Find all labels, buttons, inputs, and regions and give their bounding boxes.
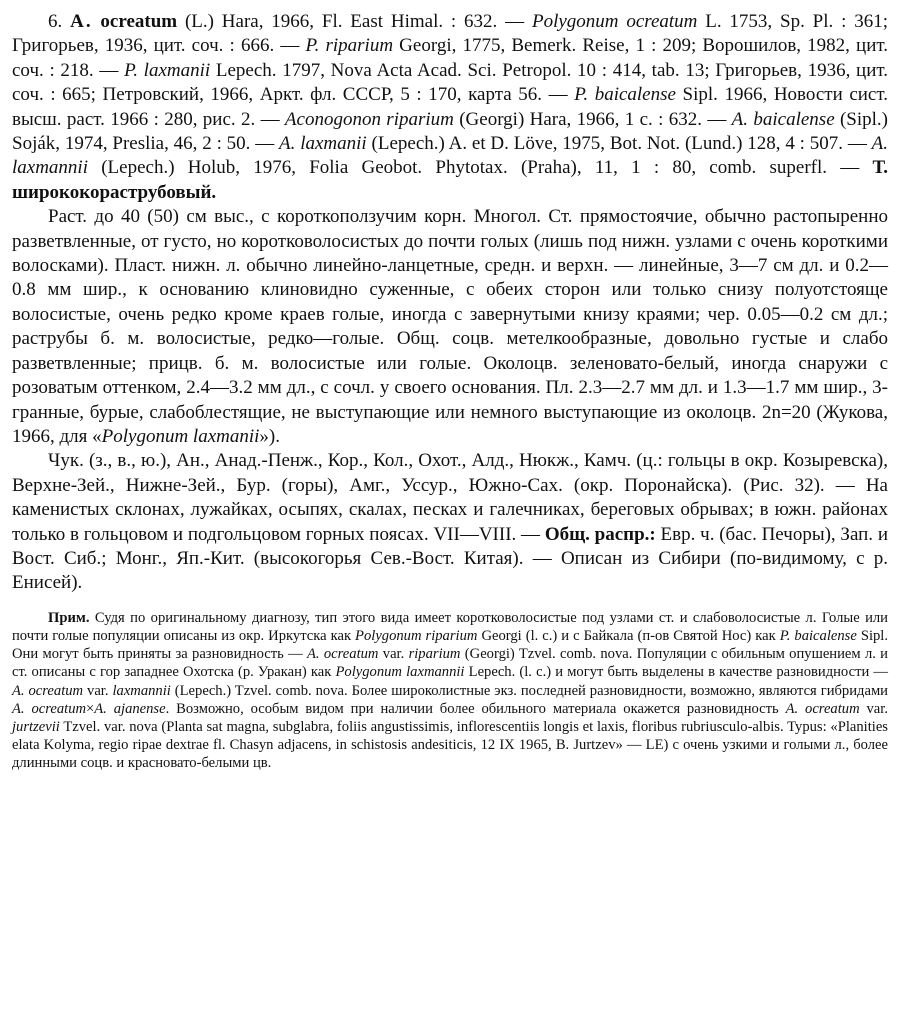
synonym-name: Polygonum laxmannii	[335, 664, 465, 681]
synonymy-paragraph	[12, 10, 888, 205]
common-name-prefix: Т.	[872, 157, 888, 179]
synonym-name: P. baicalense	[779, 627, 857, 644]
synonymy-text: (Sipl.) Soják, 1974, Preslia, 46, 2 : 50. —	[12, 108, 888, 155]
taxon-name: A. ocreatum	[12, 682, 84, 699]
variety-name: jurtzevii	[12, 718, 60, 735]
genus-abbreviation: A.	[70, 11, 93, 32]
common-name: ширококораструбовый.	[12, 181, 217, 203]
note-text: . Возможно, особым видом при наличии более обильного материала окажется разновидность	[165, 700, 786, 717]
synonymy-text: Lepech. 1797, Nova Acta Acad. Sci. Petropol. 10 : 414, tab. 13; Григорьев, 1936, цит. соч. : 665; Петровский, 1966, Аркт. фл. СССР, 5 : 170, карта 56. —	[12, 59, 888, 106]
synonym-name: A. baicalense	[731, 108, 835, 130]
general-distribution-label: Общ. распр.:	[544, 523, 656, 545]
variety-name: riparium	[408, 646, 461, 663]
distribution-paragraph	[12, 449, 888, 595]
species-entry	[12, 10, 888, 596]
note-text: Sipl. Они могут быть приняты за разновидность —	[12, 627, 888, 663]
note-text: Lepech. (l. c.) и могут быть выделены в качестве разновидности —	[464, 664, 888, 681]
note-text: var.	[83, 682, 113, 699]
note-text: Georgi (l. c.) и с Байкала (п-ов Святой Нос) как	[477, 627, 780, 644]
synonym-name: A. laxmanii	[279, 133, 367, 155]
note-text: (Georgi) Tzvel. comb. nova. Популяции с обильным опушением л. и ст. описаны с гор западнее Охотска (р. Уракан) как	[12, 646, 888, 681]
taxon-name: A. ajanense	[94, 700, 166, 717]
species-epithet: ocreatum	[100, 11, 178, 32]
note-paragraph	[12, 609, 888, 773]
synonym-name: Aconogonon riparium	[284, 108, 454, 130]
taxon-name: A. ocreatum	[785, 700, 860, 717]
note-block	[12, 609, 888, 773]
taxon-name: A. ocreatum	[307, 646, 379, 663]
synonymy-text: (L.) Hara, 1966, Fl. East Himal. : 632. —	[177, 11, 532, 32]
note-text: var.	[859, 700, 888, 717]
description-text: Раст. до 40 (50) см выс., с короткоползучим корн. Многол. Ст. прямостоячие, обычно растопыренно разветвленные, от густо, но коротковолосистых до почти голых (лишь под нижн. узлами с очень короткими волосками). Пласт. нижн. л. обычно линейно-ланцетные, средн. и верхн. — линейные, 3—7 см дл. и 0.2—0.8 мм шир., к основанию клиновидно суженные, с обеих сторон или только снизу полуотстояще волосистые, очень редко кроме краев голые, иногда с завернутыми книзу краями; чер. 0.05—0.2 см дл.; раструбы б. м. волосистые, редко—голые. Общ. соцв. метелкообразные, довольно густые и слабо разветвленные; прицв. б. м. волосистые или голые. Околоцв. зеленовато-белый, иногда снаружи с розоватым оттенком, 2.4—3.2 мм дл., с сочл. у своего основания. Пл. 2.3—2.7 мм дл. и 1.3—1.7 мм шир., 3-гранные, бурые, слабоблестящие, не выступающие или немного выступающие из околоцв. 2n=20 (Жукова, 1966, для «	[12, 206, 888, 447]
synonym-name: Polygonum riparium	[355, 627, 478, 644]
synonymy-text: Sipl. 1966, Новости сист. высш. раст. 1966 : 280, рис. 2. —	[12, 84, 888, 130]
synonym-name: Polygonum laxmanii	[101, 425, 260, 447]
taxon-name: A. ocreatum	[12, 700, 87, 717]
entry-number: 6.	[48, 11, 63, 32]
synonym-name: P. laxmanii	[124, 59, 211, 81]
synonymy-text: (Lepech.) A. et D. Löve, 1975, Bot. Not. (Lund.) 128, 4 : 507. —	[366, 133, 872, 155]
note-label: Прим.	[48, 609, 90, 626]
synonym-name: Polygonum ocreatum	[531, 11, 698, 32]
description-text: »).	[259, 425, 280, 447]
description-paragraph	[12, 205, 888, 449]
note-text: var.	[378, 646, 409, 663]
synonymy-text: (Lepech.) Holub, 1976, Folia Geobot. Phytotax. (Praha), 11, 1 : 80, comb. superfl. —	[88, 157, 873, 179]
synonymy-text: (Georgi) Hara, 1966, 1 c. : 632. —	[453, 108, 732, 130]
note-text: (Lepech.) Tzvel. comb. nova. Более широколистные экз. последней разновидности, возможно, являются гибридами	[170, 682, 888, 699]
distribution-text: Чук. (з., в., ю.), Ан., Анад.-Пенж., Кор., Кол., Охот., Алд., Нюкж., Камч. (ц.: гольцы в окр. Козыревска), Верхне-Зей., Нижне-Зей., Бур. (горы), Амг., Уссур., Южно-Сах. (окр. Поронайска). (Рис. 32). — На каменистых склонах, лужайках, осыпях, скалах, песках и галечниках, береговых обрывах; в южн. районах только в гольцовом и подгольцовом горных поясах. VII—VIII. —	[12, 450, 888, 545]
synonym-name: A. laxmannii	[12, 133, 888, 179]
synonymy-text: Georgi, 1775, Bemerk. Reise, 1 : 209; Ворошилов, 1982, цит. соч. : 218. —	[12, 35, 889, 81]
variety-name: laxmannii	[112, 682, 171, 699]
note-text: Tzvel. var. nova (Planta sat magna, subglabra, foliis angustissimis, inflorescentiis longis et laxis, floribus rubriusculo-albis. Typus: «Planities elata Kolyma, regio ripae dextrae fl. Chasyn adjacens, in schistosis andesiticis, 12 IX 1965, B. Jurtzev» — LE) с очень узкими и голыми л., более длинными соцв. и красновато-белыми цв.	[12, 718, 888, 772]
synonym-name: P. riparium	[305, 35, 394, 57]
general-distribution-text: Евр. ч. (бас. Печоры), Зап. и Вост. Сиб.; Монг., Яп.-Кит. (высокогорья Сев.-Вост. Китая). — Описан из Сибири (по-видимому, с р. Енисей).	[12, 523, 888, 594]
synonym-name: P. baicalense	[574, 84, 676, 106]
note-text: Судя по оригинальному диагнозу, тип этого вида имеет коротковолосистые под узлами ст. и слабоволосистые л. Голые или почти голые популяции описаны из окр. Иркутска как	[12, 609, 888, 644]
hybrid-sign: ×	[86, 700, 95, 717]
synonymy-text: L. 1753, Sp. Pl. : 361; Григорьев, 1936, цит. соч. : 666. —	[12, 11, 888, 57]
